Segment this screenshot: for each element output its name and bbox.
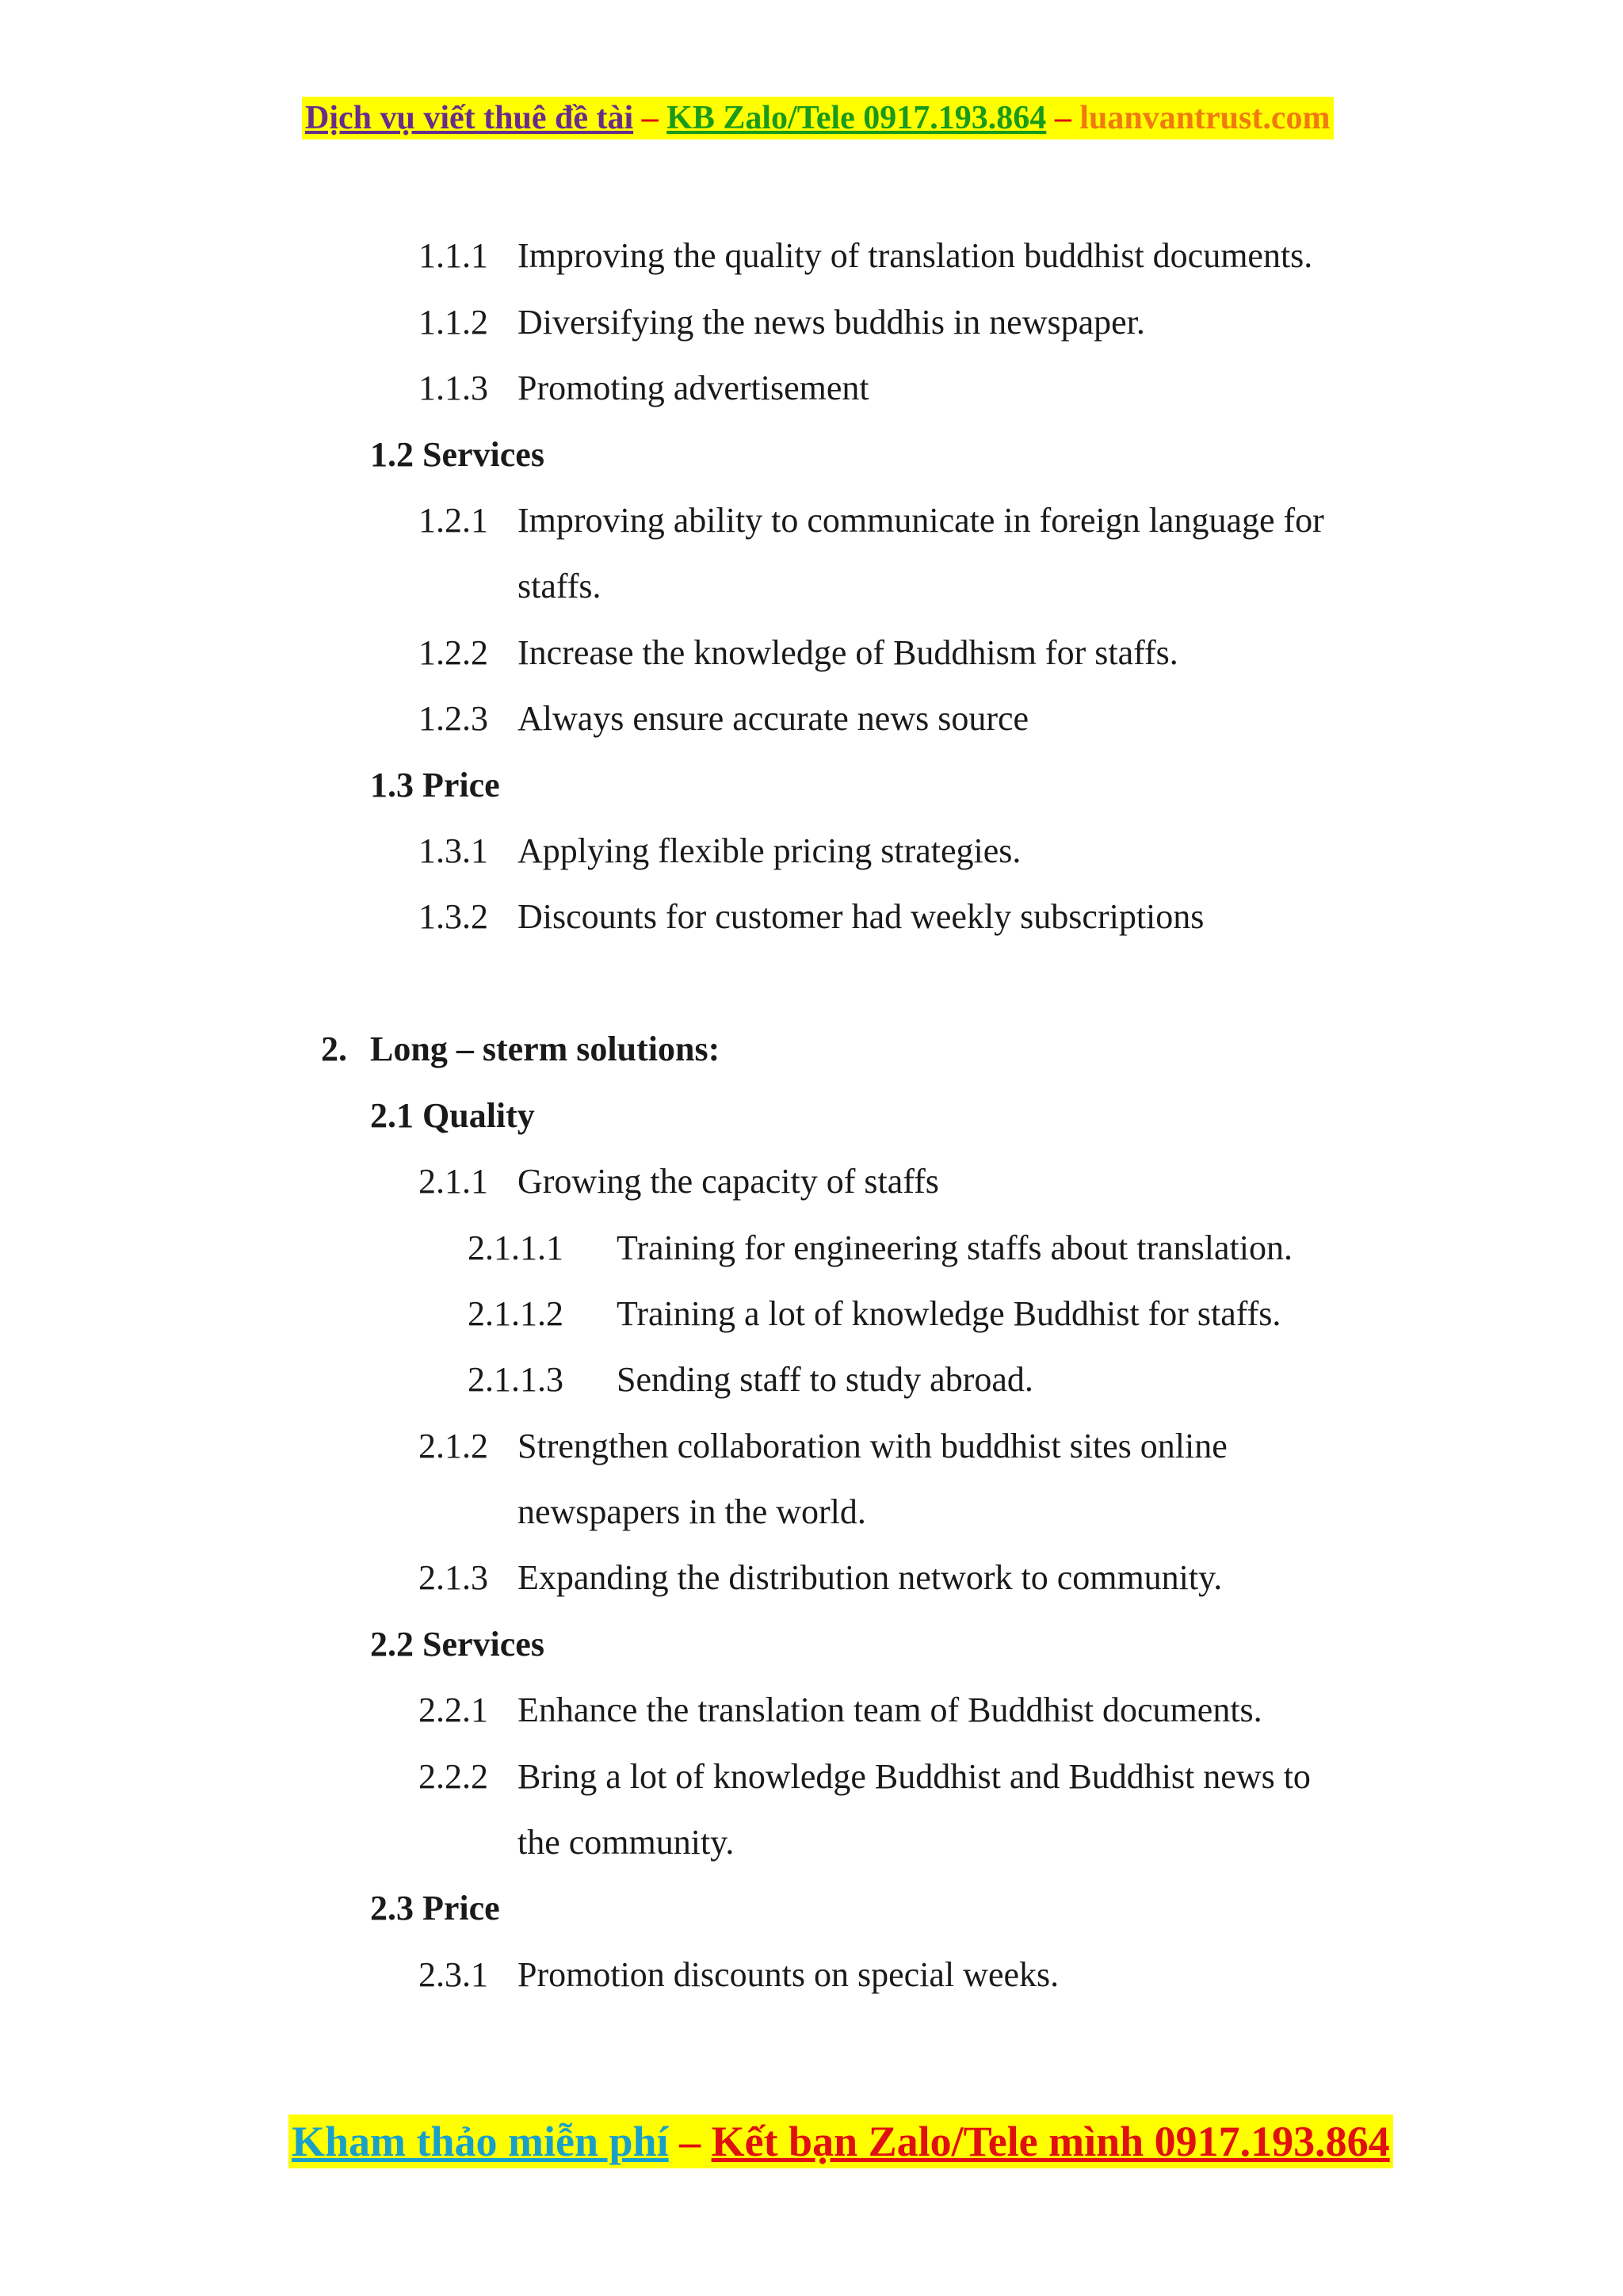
outline-number: 2.1.1.1	[468, 1228, 563, 1267]
outline-text: Growing the capacity of staffs	[517, 1162, 939, 1201]
outline-number: 1.3.1	[418, 831, 488, 870]
outline-text: Sending staff to study abroad.	[617, 1360, 1033, 1399]
outline-number: 2.2.2	[418, 1757, 488, 1796]
outline-text: Promoting advertisement	[517, 369, 869, 407]
outline-number: 2.1.1.2	[468, 1294, 563, 1333]
outline-text: Always ensure accurate news source	[517, 699, 1029, 738]
outline-number: 2.3.1	[418, 1955, 488, 1994]
outline-number: 1.1.1	[418, 236, 488, 275]
header-separator: –	[1046, 100, 1080, 136]
section-heading-2-3: 2.3 Price	[370, 1889, 500, 1927]
outline-text: Diversifying the news buddhis in newspaper.	[517, 303, 1145, 342]
section-heading-1-2: 1.2 Services	[370, 435, 544, 474]
outline-text: Improving the quality of translation buddhist documents.	[517, 236, 1313, 275]
outline-number: 2.1.2	[418, 1427, 488, 1465]
footer-contact-link[interactable]: Kết bạn Zalo/Tele mình 0917.193.864	[711, 2118, 1390, 2165]
outline-number: 1.2.3	[418, 699, 488, 738]
outline-number: 1.1.3	[418, 369, 488, 407]
outline-number: 1.2.1	[418, 501, 488, 540]
outline-text: Training for engineering staffs about translation.	[617, 1228, 1293, 1267]
section-heading-2-1: 2.1 Quality	[370, 1096, 535, 1135]
outline-number: 1.3.2	[418, 897, 488, 936]
section-heading-1-3: 1.3 Price	[370, 766, 500, 804]
outline-text: Discounts for customer had weekly subscriptions	[517, 897, 1205, 936]
outline-number: 1.2.2	[418, 633, 488, 672]
header-contact-link[interactable]: KB Zalo/Tele 0917.193.864	[666, 100, 1047, 136]
header-separator: –	[633, 100, 667, 136]
footer-free-link[interactable]: Kham thảo miễn phí	[292, 2118, 669, 2165]
outline-number: 2.	[321, 1030, 347, 1068]
outline-number: 2.1.3	[418, 1558, 488, 1597]
outline-text: Promotion discounts on special weeks.	[517, 1955, 1060, 1994]
outline-text: Long – sterm solutions:	[370, 1030, 720, 1068]
header-banner	[302, 97, 1334, 139]
outline-continuation: newspapers in the world.	[517, 1492, 866, 1531]
footer-separator: –	[668, 2118, 712, 2165]
outline-continuation: the community.	[517, 1823, 735, 1862]
outline-continuation: staffs.	[517, 567, 601, 606]
outline-text: Expanding the distribution network to community.	[517, 1558, 1223, 1597]
footer-banner	[288, 2115, 1393, 2168]
outline-text: Bring a lot of knowledge Buddhist and Buddhist news to	[517, 1757, 1311, 1796]
outline-number: 1.1.2	[418, 303, 488, 342]
section-heading-2-2: 2.2 Services	[370, 1625, 544, 1664]
outline-text: Training a lot of knowledge Buddhist for staffs.	[617, 1294, 1281, 1333]
outline-text: Strengthen collaboration with buddhist sites online	[517, 1427, 1228, 1465]
outline-text: Increase the knowledge of Buddhism for staffs.	[517, 633, 1178, 672]
header-service-link[interactable]: Dịch vụ viết thuê đề tài	[305, 100, 634, 136]
outline-text: Enhance the translation team of Buddhist documents.	[517, 1690, 1262, 1729]
outline-number: 2.1.1.3	[468, 1360, 563, 1399]
outline-number: 2.2.1	[418, 1690, 488, 1729]
header-site-text: luanvantrust.com	[1079, 100, 1331, 136]
outline-text: Improving ability to communicate in foreign language for	[517, 501, 1324, 540]
outline-text: Applying flexible pricing strategies.	[517, 831, 1022, 870]
outline-number: 2.1.1	[418, 1162, 488, 1201]
